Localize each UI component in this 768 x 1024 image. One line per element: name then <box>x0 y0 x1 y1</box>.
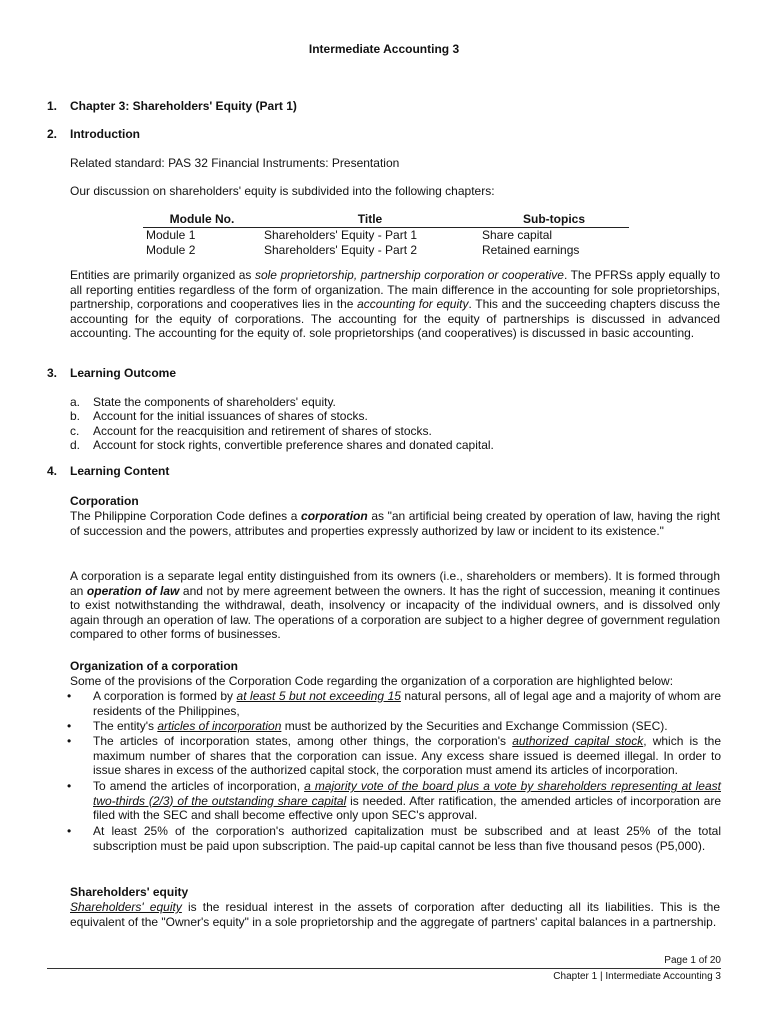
entities-paragraph <box>70 268 720 341</box>
table-cell: Retained earnings <box>482 242 580 257</box>
corporation-heading: Corporation <box>70 494 139 508</box>
bullet-icon: • <box>67 689 72 703</box>
section-number: 1. <box>47 99 58 113</box>
table-header-subtopics: Sub-topics <box>479 212 629 227</box>
emphasis: sole proprietorship, partnership corporation or cooperative <box>254 268 564 282</box>
item-text: Account for stock rights, convertible preference shares and donated capital. <box>93 438 494 452</box>
learning-outcome-item <box>70 395 710 410</box>
table-row <box>143 227 629 243</box>
list-item <box>67 824 721 853</box>
learning-outcome-item <box>70 438 710 453</box>
text-run: . The PFRSs apply equally to all reporting entities regardless of the form of organization. The main difference in the accounting for sole proprietorships, partnership, corporations and cooperatives lies in the <box>70 268 721 312</box>
section-4-heading <box>47 464 169 479</box>
text-run: , which is the maximum number of shares that the corporation can issue. Any excess share issued is deemed illegal. In order to issue shares in excess of the authorized capital stock, the corporation must amend its articles of incorporation. <box>93 734 721 778</box>
table-header-row <box>143 212 629 227</box>
emphasis: authorized capital stock <box>512 734 644 748</box>
table-cell: Module 2 <box>146 242 196 257</box>
list-item <box>67 689 722 718</box>
document-title: Intermediate Accounting 3 <box>308 42 460 56</box>
text-run: The entity's <box>93 719 158 733</box>
learning-outcome-item <box>70 424 710 439</box>
text-run: . This and the succeeding chapters discuss the accounting for the equity of corporations. The accounting for the equity of partnerships is discussed in advanced accounting. The accounting for the equity of. sole proprietorships (and cooperatives) is discussed in basic accounting. <box>70 297 720 341</box>
item-text: Account for the initial issuances of shares of stocks. <box>93 409 368 423</box>
table-cell: Shareholders' Equity - Part 1 <box>264 227 418 242</box>
related-standard: Related standard: PAS 32 Financial Instruments: Presentation <box>70 156 400 170</box>
table-row <box>143 243 629 258</box>
section-title: Introduction <box>70 127 140 141</box>
bullet-icon: • <box>67 779 72 793</box>
organization-heading: Organization of a corporation <box>70 659 239 673</box>
section-number: 4. <box>47 464 58 478</box>
emphasis: articles of incorporation <box>157 719 282 733</box>
text-run: Entities are primarily organized as <box>70 268 255 282</box>
text-run: At least 25% of the corporation's authorized capitalization must be subscribed and at least 25% of the total subscription must be paid upon subscription. The paid-up capital cannot be less than five thousand pesos (P5,000). <box>93 824 721 853</box>
text-run: as "an artificial being created by operation of law, having the right of succession and the powers, attributes and properties expressly authorized by law or incident to its existence." <box>70 509 720 538</box>
item-letter: d. <box>70 438 81 452</box>
page-number: Page 1 of 20 <box>664 955 721 966</box>
text-run: natural persons, all of legal age and a majority of whom are residents of the Philippines, <box>93 689 722 718</box>
item-letter: c. <box>70 424 80 438</box>
emphasis: corporation <box>301 509 368 523</box>
section-title: Learning Outcome <box>70 366 177 380</box>
table-cell: Shareholders' Equity - Part 2 <box>264 242 418 257</box>
section-title: Chapter 3: Shareholders' Equity (Part 1) <box>70 99 297 113</box>
emphasis: Shareholders' equity <box>70 900 182 914</box>
emphasis: a majority vote of the board plus a vote by shareholders representing at least two-thirds (2/3) of the outstanding share capital <box>93 779 721 808</box>
item-letter: a. <box>70 395 81 409</box>
section-3-heading <box>47 366 176 381</box>
footer-divider <box>47 968 721 969</box>
list-item <box>67 734 721 778</box>
section-number: 3. <box>47 366 58 380</box>
list-item <box>67 719 721 734</box>
table-cell: Share capital <box>482 227 553 242</box>
table-header-module: Module No. <box>143 212 261 227</box>
text-run: A corporation is a separate legal entity distinguished from its owners (i.e., shareholders or members). It is formed through an <box>70 569 720 598</box>
subdivided-text: Our discussion on shareholders' equity is subdivided into the following chapters: <box>70 184 495 198</box>
item-letter: b. <box>70 409 81 423</box>
organization-intro: Some of the provisions of the Corporation Code regarding the organization of a corporation are highlighted below: <box>70 674 674 688</box>
text-run: and not by mere agreement between the owners. It has the right of succession, meaning it continues to exist notwithstanding the withdrawal, death, insolvency or incapacity of the individual owners, and is dissolved only again through an operation of law. The operations of a corporation are subject to a higher degree of government regulation compared to other forms of businesses. <box>70 583 720 642</box>
text-run: is needed. After ratification, the amended articles of incorporation are filed with the SEC and shall become effective only upon SEC's approval. <box>93 793 722 823</box>
bullet-icon: • <box>67 734 72 748</box>
text-run: The articles of incorporation states, among other things, the corporation's <box>93 734 513 748</box>
text-run: To amend the articles of incorporation, <box>93 779 305 793</box>
text-run: A corporation is formed by <box>93 689 237 703</box>
emphasis: accounting for equity <box>357 297 469 312</box>
text-run: The Philippine Corporation Code defines a <box>70 509 302 523</box>
bullet-icon: • <box>67 719 72 733</box>
section-title: Learning Content <box>70 464 170 478</box>
list-item <box>67 779 722 823</box>
section-1-heading <box>47 99 297 114</box>
text-run: is the residual interest in the assets of corporation after deducting all its liabilities. This is the equivalent of the "Owner's equity" in a sole proprietorship and the aggregate of partners' capital balances in a partnership. <box>70 900 720 929</box>
section-number: 2. <box>47 127 58 141</box>
equity-heading: Shareholders' equity <box>70 885 189 899</box>
corporation-definition <box>70 509 720 538</box>
text-run: must be authorized by the Securities and Exchange Commission (SEC). <box>281 719 668 733</box>
module-table <box>143 212 629 258</box>
footer-chapter: Chapter 1 | Intermediate Accounting 3 <box>553 971 721 982</box>
section-2-heading <box>47 127 140 142</box>
emphasis: at least 5 but not exceeding 15 <box>236 689 401 703</box>
table-cell: Module 1 <box>146 227 196 242</box>
learning-outcome-item <box>70 409 710 424</box>
item-text: State the components of shareholders' equity. <box>93 395 336 409</box>
emphasis: operation of law <box>86 583 180 598</box>
table-header-title: Title <box>261 212 479 227</box>
equity-paragraph <box>70 900 720 929</box>
item-text: Account for the reacquisition and retirement of shares of stocks. <box>93 424 432 438</box>
bullet-icon: • <box>67 824 72 838</box>
corporation-separate-entity <box>70 569 720 642</box>
